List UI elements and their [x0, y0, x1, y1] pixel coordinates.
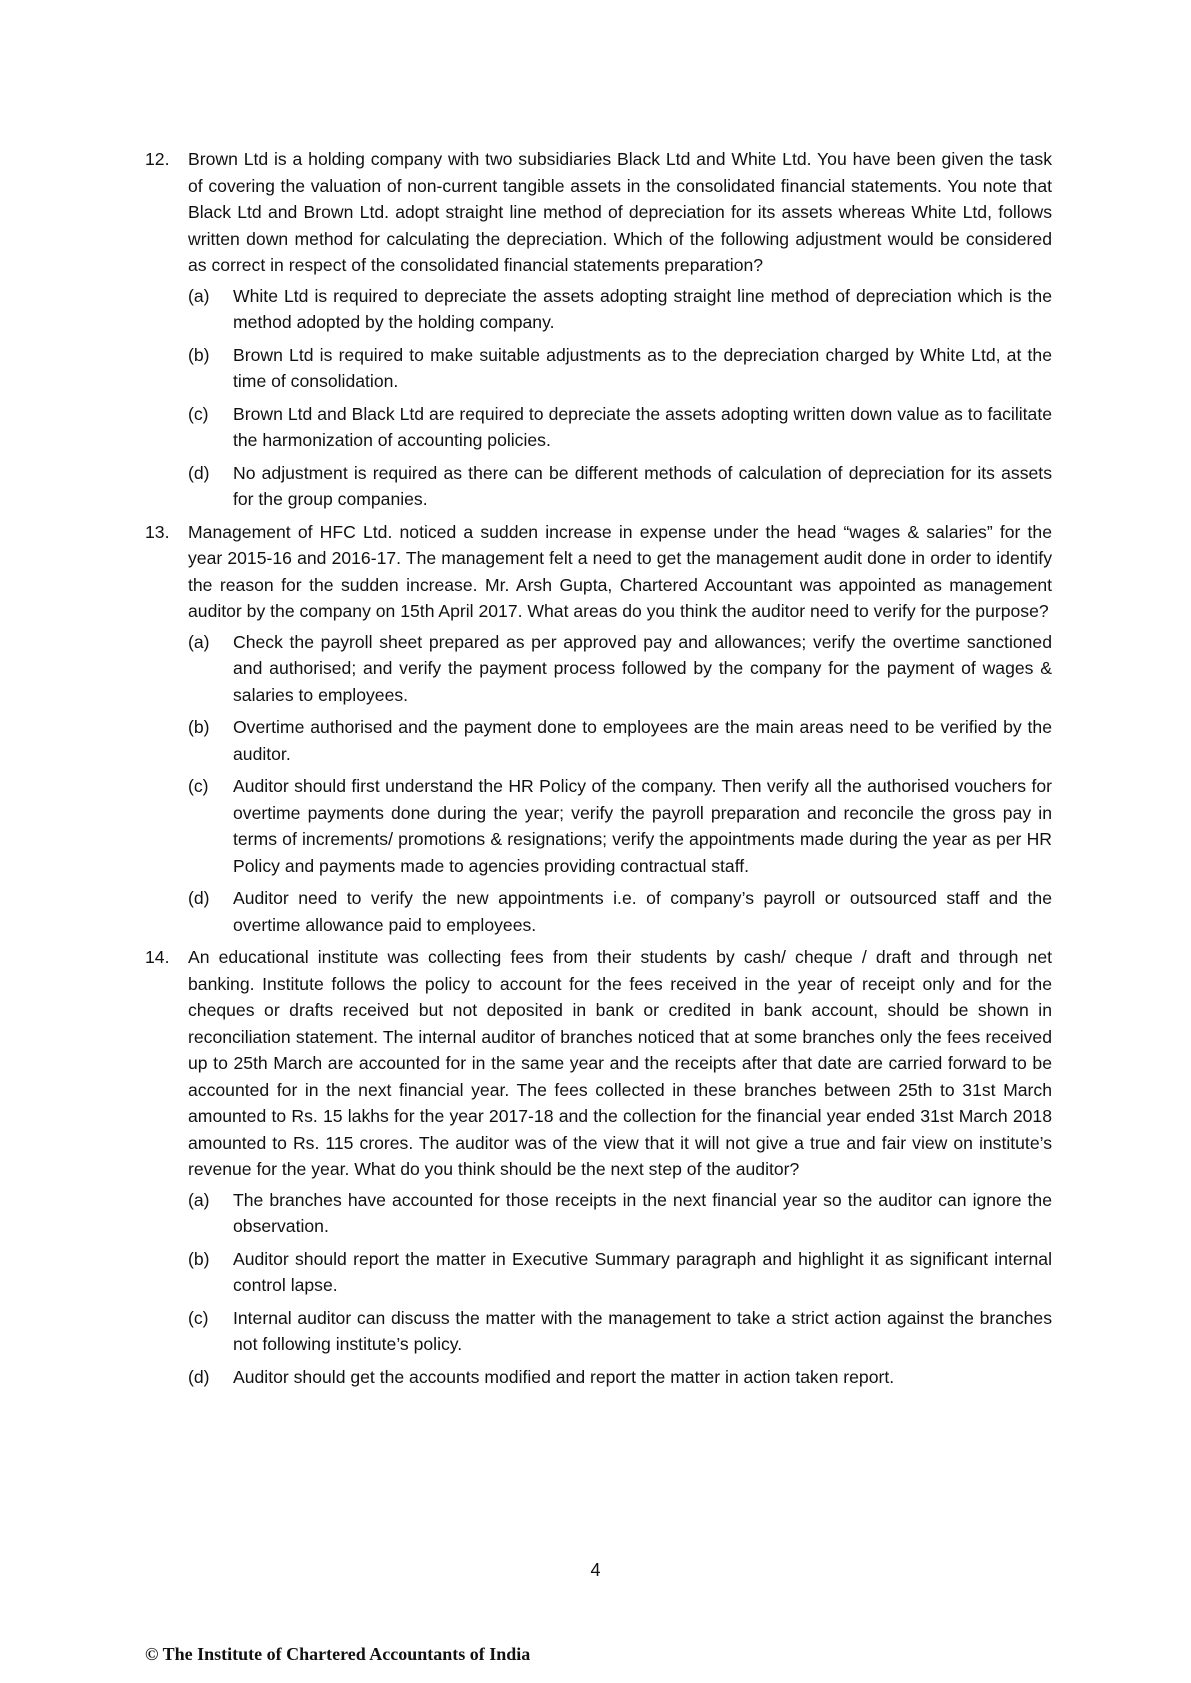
- option-text: Brown Ltd is required to make suitable adjustments as to the depreciation charged by White Ltd, at the time of consolidation.: [233, 344, 1052, 391]
- option-text: Brown Ltd and Black Ltd are required to depreciate the assets adopting written down value as to facilitate the harmonization of accounting policies.: [233, 403, 1052, 450]
- option-list: [188, 629, 1052, 939]
- question-14: [145, 944, 1052, 1390]
- option-c: [188, 401, 1052, 454]
- option-c: [188, 1305, 1052, 1358]
- option-b: [188, 342, 1052, 395]
- page-number: 4: [590, 1560, 601, 1580]
- option-text: Internal auditor can discuss the matter with the management to take a strict action against the branches not following institute’s policy.: [233, 1307, 1052, 1354]
- option-text: Check the payroll sheet prepared as per approved pay and allowances; verify the overtime sanctioned and authorised; and verify the payment process followed by the company for the payment of wages & salaries to employees.: [233, 631, 1052, 705]
- option-label: (a): [188, 631, 210, 652]
- option-c: [188, 773, 1052, 879]
- question-text: Brown Ltd is a holding company with two subsidiaries Black Ltd and White Ltd. You have been given the task of covering the valuation of non-current tangible assets in the consolidated financial statements. You note that Black Ltd and Brown Ltd. adopt straight line method of depreciation for its assets whereas White Ltd, follows written down method for calculating the depreciation. Which of the following adjustment would be considered as correct in respect of the consolidated financial statements preparation?: [188, 149, 1052, 275]
- question-number: 13.: [145, 521, 170, 542]
- option-label: (c): [188, 776, 209, 796]
- copyright-footer: © The Institute of Chartered Accountants of India: [145, 1644, 531, 1664]
- option-a: [188, 1187, 1052, 1240]
- option-label: (d): [188, 1366, 210, 1387]
- option-text: Auditor should first understand the HR Policy of the company. Then verify all the authorised vouchers for overtime payments done during the year; verify the payroll preparation and reconcile the gross pay in terms of increments/ promotions & resignations; verify the appointments made during the year as per HR Policy and payments made to agencies providing contractual staff.: [233, 776, 1052, 876]
- option-d: [188, 1364, 1052, 1391]
- question-text: An educational institute was collecting fees from their students by cash/ cheque / draft and through net banking. Institute follows the policy to account for the fees received in the year of receipt only and for the cheques or drafts received but not deposited in bank or credited in bank account, should be shown in reconciliation statement. The internal auditor of branches noticed that at some branches only the fees received up to 25th March are accounted for in the same year and the receipts after that date are carried forward to be accounted for in the next financial year. The fees collected in these branches between 25th to 31st March amounted to Rs. 15 lakhs for the year 2017-18 and the collection for the financial year ended 31st March 2018 amounted to Rs. 115 crores. The auditor was of the view that it will not give a true and fair view on institute’s revenue for the year. What do you think should be the next step of the auditor?: [188, 947, 1052, 1179]
- option-label: (c): [188, 403, 209, 424]
- option-label: (b): [188, 1248, 210, 1269]
- option-text: Auditor need to verify the new appointments i.e. of company’s payroll or outsourced staff and the overtime allowance paid to employees.: [233, 888, 1052, 935]
- question-number: 12.: [145, 149, 170, 169]
- option-text: No adjustment is required as there can be different methods of calculation of depreciation for its assets for the group companies.: [233, 462, 1052, 509]
- option-label: (a): [188, 285, 210, 306]
- option-d: [188, 460, 1052, 513]
- option-a: [188, 283, 1052, 336]
- option-b: [188, 1246, 1052, 1299]
- question-12: [145, 146, 1052, 513]
- question-13: [145, 519, 1052, 939]
- option-label: (c): [188, 1307, 209, 1328]
- option-label: (a): [188, 1189, 210, 1210]
- option-text: Auditor should report the matter in Executive Summary paragraph and highlight it as significant internal control lapse.: [233, 1248, 1052, 1295]
- option-text: Overtime authorised and the payment done to employees are the main areas need to be verified by the auditor.: [233, 717, 1052, 764]
- option-text: The branches have accounted for those receipts in the next financial year so the auditor can ignore the observation.: [233, 1189, 1052, 1236]
- option-list: [188, 283, 1052, 513]
- option-label: (b): [188, 717, 210, 737]
- option-text: White Ltd is required to depreciate the assets adopting straight line method of depreciation which is the method adopted by the holding company.: [233, 285, 1052, 332]
- option-list: [188, 1187, 1052, 1391]
- option-d: [188, 885, 1052, 938]
- option-label: (d): [188, 888, 210, 908]
- option-b: [188, 714, 1052, 767]
- option-a: [188, 629, 1052, 709]
- option-text: Auditor should get the accounts modified and report the matter in action taken report.: [233, 1366, 895, 1387]
- page-content: [145, 146, 1052, 1396]
- option-label: (b): [188, 344, 210, 365]
- option-label: (d): [188, 462, 210, 483]
- question-number: 14.: [145, 947, 170, 967]
- question-text: Management of HFC Ltd. noticed a sudden increase in expense under the head “wages & salaries” for the year 2015-16 and 2016-17. The management felt a need to get the management audit done in order to identify the reason for the sudden increase. Mr. Arsh Gupta, Chartered Accountant was appointed as management auditor by the company on 15th April 2017. What areas do you think the auditor need to verify for the purpose?: [188, 521, 1052, 621]
